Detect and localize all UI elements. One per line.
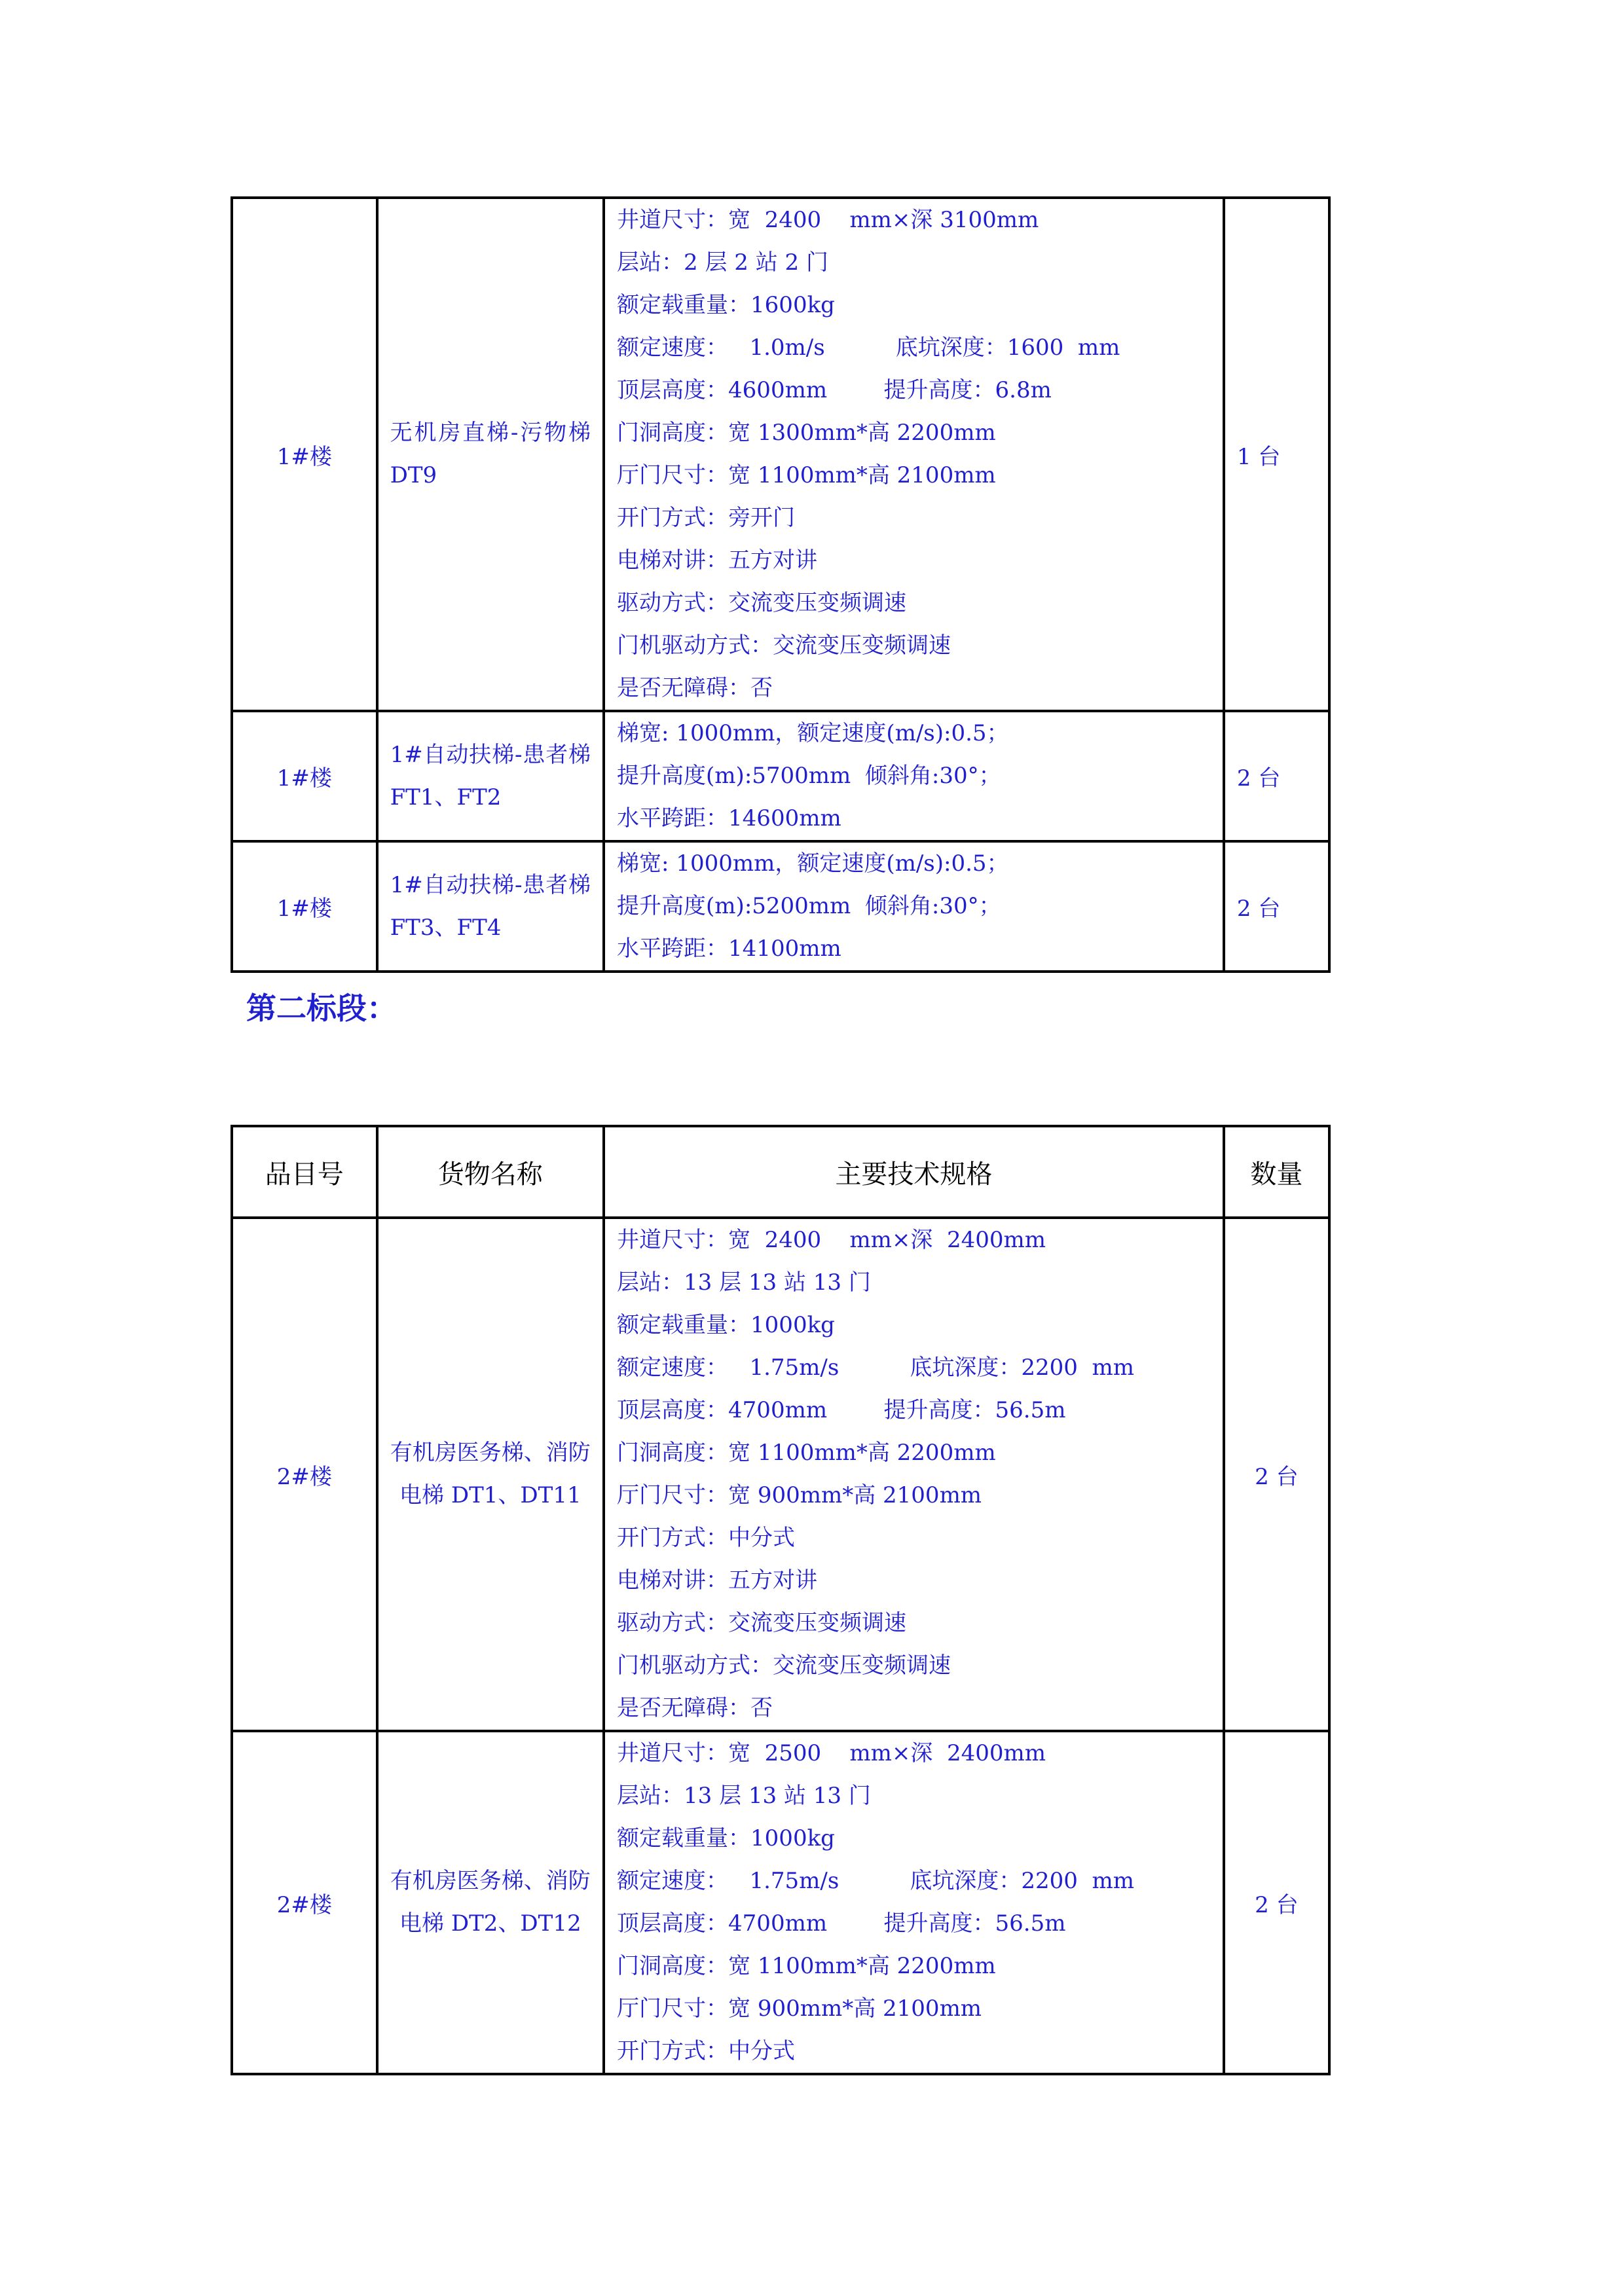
section-title: 第二标段：: [246, 991, 397, 1026]
spec-line: 门洞高度：宽 1300mm*高 2200mm: [617, 420, 996, 446]
table-header-row: [232, 1126, 1329, 1218]
spec-line: 额定速度： 1.0m/s 底坑深度：1600 mm: [617, 335, 1120, 361]
table-row: [232, 1218, 1329, 1731]
specs-cell: [604, 1731, 1224, 2074]
header-specs: 主要技术规格: [604, 1126, 1224, 1218]
spec-line: 额定载重量：1600kg: [617, 292, 835, 318]
spec-line: 驱动方式：交流变压变频调速: [617, 590, 907, 616]
spec-line: 层站：13 层 13 站 13 门: [617, 1783, 871, 1809]
building-cell: 2#楼: [232, 1731, 377, 2074]
table-row: [232, 1731, 1329, 2074]
quantity-cell: 2 台: [1224, 841, 1329, 972]
spec-line: 额定载重量：1000kg: [617, 1825, 835, 1851]
goods-name-cell: 有机房医务梯、消防电梯 DT1、DT11: [377, 1218, 604, 1731]
spec-line: 厅门尺寸：宽 900mm*高 2100mm: [617, 1995, 982, 2022]
building-cell: 1#楼: [232, 198, 377, 711]
spec-line: 提升高度(m):5200mm 倾斜角:30°；: [617, 893, 1001, 919]
quantity-cell: 1 台: [1224, 198, 1329, 711]
specs-cell: [604, 198, 1224, 711]
spec-line: 门机驱动方式：交流变压变频调速: [617, 1652, 951, 1679]
goods-name-cell: 无机房直梯-污物梯 DT9: [377, 198, 604, 711]
header-item-no: 品目号: [232, 1126, 377, 1218]
table-row: [232, 711, 1329, 841]
spec-line: 厅门尺寸：宽 1100mm*高 2100mm: [617, 462, 996, 488]
spec-line: 层站：2 层 2 站 2 门: [617, 249, 828, 276]
specs-cell: [604, 711, 1224, 841]
spec-line: 井道尺寸：宽 2500 mm×深 2400mm: [617, 1740, 1046, 1766]
building-cell: 1#楼: [232, 711, 377, 841]
goods-name-cell: 1#自动扶梯-患者梯 FT3、FT4: [377, 841, 604, 972]
specs-cell: [604, 841, 1224, 972]
quantity-cell: 2 台: [1224, 1731, 1329, 2074]
section-one-table: [231, 196, 1331, 973]
quantity-cell: 2 台: [1224, 1218, 1329, 1731]
header-goods-name: 货物名称: [377, 1126, 604, 1218]
spec-line: 是否无障碍：否: [617, 675, 773, 701]
quantity-cell: 2 台: [1224, 711, 1329, 841]
spec-line: 开门方式：中分式: [617, 2038, 796, 2064]
spec-line: 是否无障碍：否: [617, 1695, 773, 1721]
building-cell: 1#楼: [232, 841, 377, 972]
spec-line: 井道尺寸：宽 2400 mm×深 3100mm: [617, 207, 1039, 233]
spec-line: 顶层高度：4700mm 提升高度：56.5m: [617, 1910, 1066, 1937]
goods-name-cell: 1#自动扶梯-患者梯 FT1、FT2: [377, 711, 604, 841]
spec-line: 额定速度： 1.75m/s 底坑深度：2200 mm: [617, 1868, 1135, 1894]
spec-line: 梯宽: 1000mm，额定速度(m/s):0.5；: [617, 850, 1009, 877]
spec-line: 水平跨距：14100mm: [617, 936, 841, 962]
spec-line: 电梯对讲：五方对讲: [617, 1567, 818, 1594]
spec-line: 额定载重量：1000kg: [617, 1312, 835, 1338]
spec-line: 驱动方式：交流变压变频调速: [617, 1610, 907, 1636]
spec-line: 梯宽: 1000mm，额定速度(m/s):0.5；: [617, 720, 1009, 746]
spec-line: 门机驱动方式：交流变压变频调速: [617, 632, 951, 659]
spec-line: 开门方式：中分式: [617, 1525, 796, 1551]
spec-line: 水平跨距：14600mm: [617, 805, 841, 831]
spec-line: 门洞高度：宽 1100mm*高 2200mm: [617, 1440, 996, 1466]
table-row: [232, 841, 1329, 972]
header-quantity: 数量: [1224, 1126, 1329, 1218]
building-cell: 2#楼: [232, 1218, 377, 1731]
spec-line: 顶层高度：4700mm 提升高度：56.5m: [617, 1397, 1066, 1423]
spec-line: 提升高度(m):5700mm 倾斜角:30°；: [617, 763, 1001, 789]
goods-name-cell: 有机房医务梯、消防电梯 DT2、DT12: [377, 1731, 604, 2074]
spec-line: 额定速度： 1.75m/s 底坑深度：2200 mm: [617, 1355, 1135, 1381]
section-two-table: [231, 1125, 1331, 2075]
specs-cell: [604, 1218, 1224, 1731]
spec-line: 井道尺寸：宽 2400 mm×深 2400mm: [617, 1227, 1046, 1253]
spec-line: 开门方式：旁开门: [617, 505, 796, 531]
spec-line: 层站：13 层 13 站 13 门: [617, 1269, 871, 1296]
spec-line: 门洞高度：宽 1100mm*高 2200mm: [617, 1953, 996, 1979]
spec-line: 厅门尺寸：宽 900mm*高 2100mm: [617, 1482, 982, 1508]
spec-line: 顶层高度：4600mm 提升高度：6.8m: [617, 377, 1052, 403]
spec-line: 电梯对讲：五方对讲: [617, 547, 818, 574]
table-row: [232, 198, 1329, 711]
